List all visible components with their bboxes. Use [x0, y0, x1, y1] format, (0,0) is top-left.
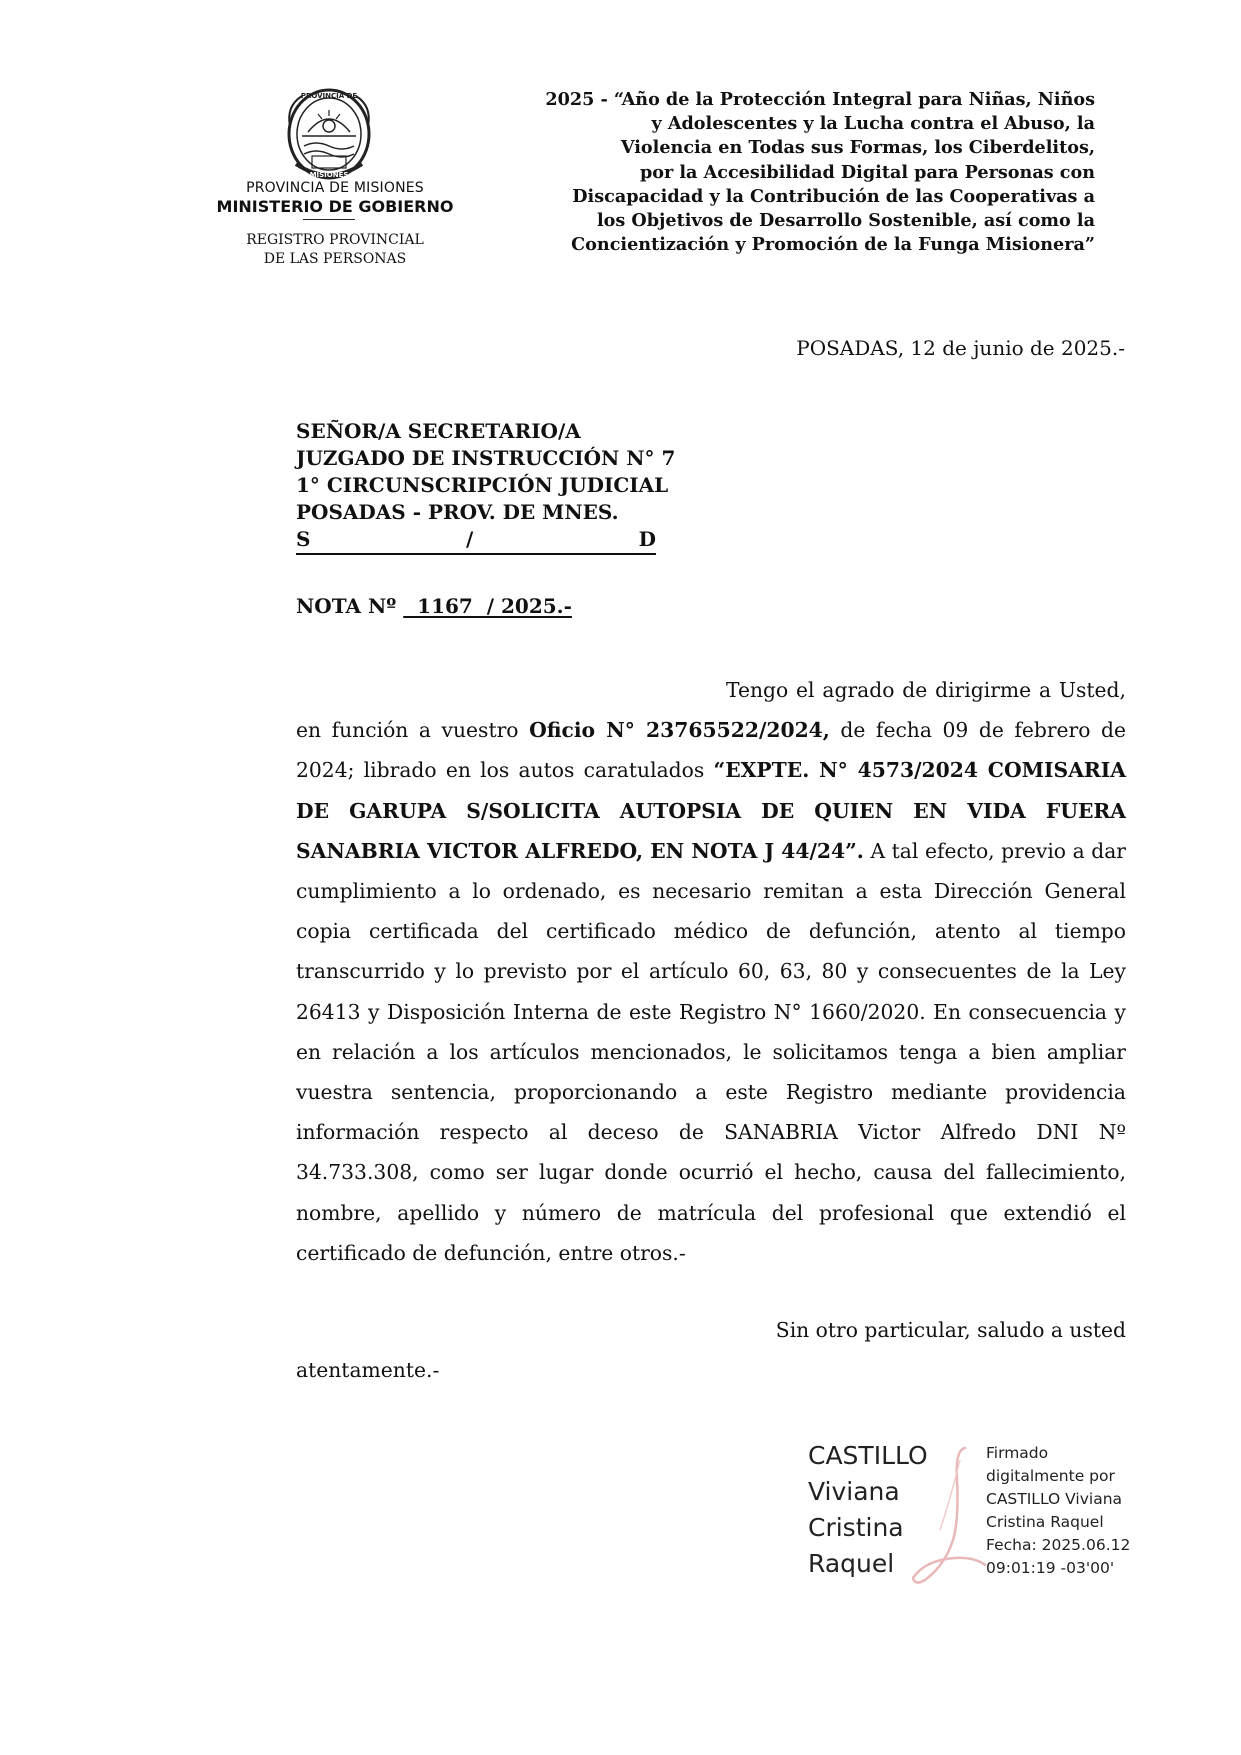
signature-info-line: Fecha: 2025.06.12: [986, 1536, 1131, 1554]
closing-line-1: Sin otro particular, saludo a usted: [775, 1318, 1126, 1342]
body-expte: “EXPTE. N° 4573/2024 COMISARIA DE GARUPA S/SOLICITA AUTOPSIA DE QUIEN EN VIDA FUERA SANABRIA VICTOR ALFREDO, EN NOTA J 44/24”.: [296, 758, 1127, 863]
nota-value: 1167 / 2025.-: [403, 594, 572, 618]
addressee-line: SEÑOR/A SECRETARIO/A: [296, 419, 581, 443]
closing-line-2: atentamente.-: [296, 1358, 440, 1382]
motto-line: Concientización y Promoción de la Funga Misionera”: [571, 234, 1095, 256]
nota-prefix: NOTA Nº: [296, 594, 397, 618]
motto-line: Violencia en Todas sus Formas, los Ciberdelitos,: [620, 137, 1095, 159]
signature-info-line: CASTILLO Viviana: [986, 1490, 1123, 1508]
signature-info-line: Firmado: [986, 1444, 1049, 1462]
body-p3: A tal efecto, previo a dar cumplimiento a lo ordenado, es necesario remitan a esta Dirección General copia certificada del certificado médico de defunción, atento al tiempo transcurrido y lo previsto por el artículo 60, 63, 80 y consecuentes de la Ley 26413 y Disposición Interna de este Registro N° 1660/2020. En consecuencia y en relación a los artículos mencionados, le solicitamos tenga a bien ampliar vuestra sentencia, proporcionando a este Registro mediante providencia información respecto al deceso de SANABRIA Victor Alfredo DNI Nº 34.733.308, como ser lugar donde ocurrió el hecho, causa del fallecimiento, nombre, apellido y número de matrícula del profesional que extendió el certificado de defunción, entre otros.-: [296, 838, 1127, 1265]
sd-s: S: [296, 527, 311, 551]
header-divider: [303, 219, 355, 220]
signer-name-line: Cristina: [808, 1513, 904, 1542]
sd-line: [296, 526, 656, 555]
body-p2: de fecha 09 de febrero de 2024; librado en los autos caratulados: [296, 718, 1126, 783]
document-date: POSADAS, 12 de junio de 2025.-: [796, 336, 1125, 360]
province-name: PROVINCIA DE MISIONES: [246, 180, 424, 196]
signature-info-line: digitalmente por: [986, 1467, 1115, 1485]
body-p1: Tengo el agrado de dirigirme a Usted, en función a vuestro: [296, 678, 1126, 743]
sd-d: D: [638, 527, 656, 551]
body-oficio: Oficio N° 23765522/2024,: [529, 718, 830, 743]
nota-number: [296, 594, 572, 618]
motto-line: Discapacidad y la Contribución de las Cooperativas a: [572, 185, 1095, 207]
svg-text:MISIONES: MISIONES: [309, 171, 349, 179]
signature-info-line: 09:01:19 -03'00': [986, 1559, 1115, 1577]
addressee-line: 1° CIRCUNSCRIPCIÓN JUDICIAL: [296, 473, 669, 497]
addressee-line: JUZGADO DE INSTRUCCIÓN N° 7: [296, 446, 676, 470]
year-motto: [470, 88, 1095, 257]
signer-name-line: Raquel: [808, 1549, 895, 1578]
letter-body: [296, 670, 1126, 1273]
motto-line: los Objetivos de Desarrollo Sostenible, así como la: [596, 210, 1095, 232]
addressee-block: [296, 418, 675, 555]
sd-slash: /: [466, 527, 474, 551]
province-crest-logo: [282, 86, 376, 182]
signature-stroke-icon: [905, 1440, 995, 1590]
signature-info-line: Cristina Raquel: [986, 1513, 1104, 1531]
registry-line-1: REGISTRO PROVINCIAL: [246, 232, 424, 248]
svg-text:PROVINCIA DE: PROVINCIA DE: [300, 92, 358, 100]
signer-name-line: Viviana: [808, 1477, 900, 1506]
motto-line: y Adolescentes y la Lucha contra el Abuso, la: [651, 113, 1095, 135]
digital-signature-info: [986, 1442, 1130, 1580]
motto-line: por la Accesibilidad Digital para Personas con: [639, 161, 1095, 183]
signer-name-line: CASTILLO: [808, 1441, 928, 1470]
registry-line-2: DE LAS PERSONAS: [263, 251, 407, 267]
motto-line: 2025 - “Año de la Protección Integral para Niñas, Niños: [545, 89, 1095, 110]
ministry-name: MINISTERIO DE GOBIERNO: [216, 197, 454, 216]
addressee-line: POSADAS - PROV. DE MNES.: [296, 500, 619, 524]
